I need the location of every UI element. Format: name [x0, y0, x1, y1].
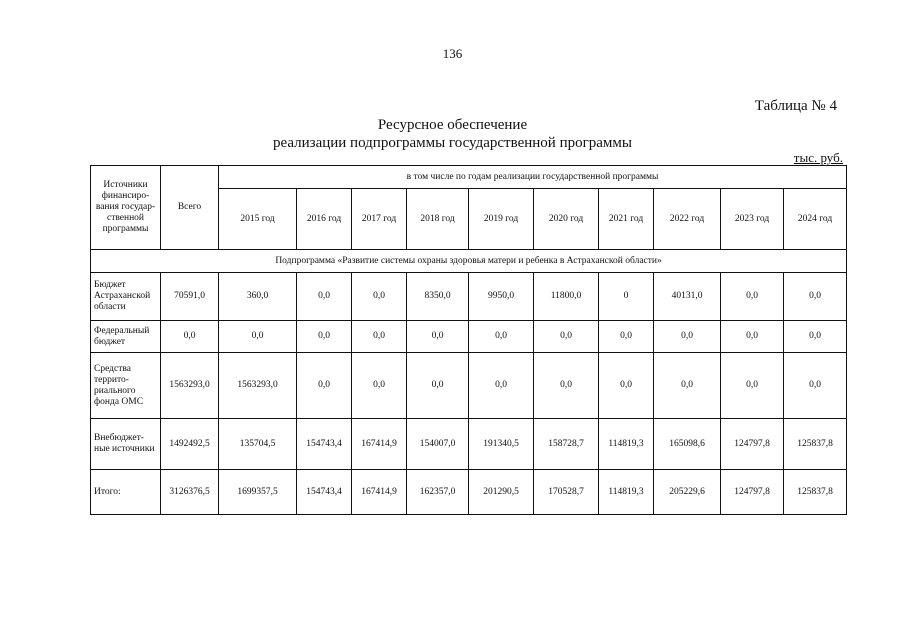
table-row-total — [91, 470, 847, 515]
table-cell: 154007,0 — [407, 419, 469, 470]
table-cell: 0,0 — [654, 321, 721, 353]
header-year: 2015 год — [219, 189, 297, 250]
table-cell: 0,0 — [407, 353, 469, 419]
table-cell: 9950,0 — [469, 273, 534, 321]
table-cell: 191340,5 — [469, 419, 534, 470]
table-cell: 0,0 — [352, 353, 407, 419]
row-source: Средства террито-риального фонда ОМС — [91, 353, 161, 419]
row-total: 70591,0 — [161, 273, 219, 321]
header-source: Источники финансиро-вания государ-ственной программы — [91, 166, 161, 250]
table-cell: 0,0 — [784, 273, 847, 321]
table-cell: 11800,0 — [534, 273, 599, 321]
table-cell: 0,0 — [534, 321, 599, 353]
table-cell: 0,0 — [352, 273, 407, 321]
header-year: 2018 год — [407, 189, 469, 250]
page-number: 136 — [442, 46, 463, 61]
table-row — [91, 321, 847, 353]
table-cell: 0,0 — [654, 353, 721, 419]
table-cell: 124797,8 — [721, 470, 784, 515]
table-cell: 158728,7 — [534, 419, 599, 470]
table-cell: 1699357,5 — [219, 470, 297, 515]
table-cell: 0,0 — [784, 353, 847, 419]
document-title — [0, 116, 905, 152]
table-cell: 0,0 — [469, 321, 534, 353]
table-cell: 125837,8 — [784, 470, 847, 515]
table-cell: 125837,8 — [784, 419, 847, 470]
row-total: 3126376,5 — [161, 470, 219, 515]
table-cell: 170528,7 — [534, 470, 599, 515]
table-cell: 0,0 — [721, 273, 784, 321]
table-cell: 0,0 — [219, 321, 297, 353]
table-cell: 167414,9 — [352, 419, 407, 470]
table-cell: 0,0 — [599, 321, 654, 353]
header-year: 2022 год — [654, 189, 721, 250]
title-line-2: реализации подпрограммы государственной программы — [273, 135, 632, 151]
table-cell: 0 — [599, 273, 654, 321]
header-year: 2023 год — [721, 189, 784, 250]
unit-label: тыс. руб. — [793, 150, 843, 165]
subprogram-title: Подпрограмма «Развитие системы охраны здоровья матери и ребенка в Астраханской области» — [91, 250, 847, 273]
table-cell: 1563293,0 — [219, 353, 297, 419]
header-year: 2017 год — [352, 189, 407, 250]
table-cell: 154743,4 — [297, 419, 352, 470]
table-cell: 0,0 — [721, 353, 784, 419]
row-total: 0,0 — [161, 321, 219, 353]
table-cell: 167414,9 — [352, 470, 407, 515]
row-source: Итого: — [91, 470, 161, 515]
row-total: 1563293,0 — [161, 353, 219, 419]
table-cell: 201290,5 — [469, 470, 534, 515]
header-year: 2020 год — [534, 189, 599, 250]
header-years-group: в том числе по годам реализации государственной программы — [219, 166, 847, 189]
table-row — [91, 353, 847, 419]
table-row — [91, 419, 847, 470]
table-cell: 40131,0 — [654, 273, 721, 321]
header-row-top — [91, 166, 847, 189]
table-cell: 0,0 — [721, 321, 784, 353]
row-total: 1492492,5 — [161, 419, 219, 470]
row-source: Внебюджет-ные источники — [91, 419, 161, 470]
table-cell: 114819,3 — [599, 419, 654, 470]
row-source: Бюджет Астраханской области — [91, 273, 161, 321]
table-cell: 0,0 — [469, 353, 534, 419]
table-cell: 0,0 — [407, 321, 469, 353]
header-year: 2019 год — [469, 189, 534, 250]
table-row — [91, 273, 847, 321]
title-line-1: Ресурсное обеспечение — [377, 117, 528, 133]
header-year: 2016 год — [297, 189, 352, 250]
table-cell: 0,0 — [599, 353, 654, 419]
table-label: Таблица № 4 — [754, 98, 837, 114]
table-cell: 154743,4 — [297, 470, 352, 515]
resource-table — [90, 165, 847, 515]
header-total: Всего — [161, 166, 219, 250]
table-cell: 0,0 — [297, 353, 352, 419]
table-cell: 0,0 — [534, 353, 599, 419]
table-cell: 0,0 — [297, 321, 352, 353]
subprogram-row — [91, 250, 847, 273]
table-cell: 114819,3 — [599, 470, 654, 515]
table-cell: 8350,0 — [407, 273, 469, 321]
row-source: Федеральный бюджет — [91, 321, 161, 353]
table-cell: 165098,6 — [654, 419, 721, 470]
table-cell: 0,0 — [784, 321, 847, 353]
table-cell: 124797,8 — [721, 419, 784, 470]
table-cell: 135704,5 — [219, 419, 297, 470]
table-cell: 205229,6 — [654, 470, 721, 515]
table-cell: 0,0 — [352, 321, 407, 353]
table-cell: 360,0 — [219, 273, 297, 321]
table-cell: 162357,0 — [407, 470, 469, 515]
header-year: 2024 год — [784, 189, 847, 250]
table-cell: 0,0 — [297, 273, 352, 321]
header-year: 2021 год — [599, 189, 654, 250]
